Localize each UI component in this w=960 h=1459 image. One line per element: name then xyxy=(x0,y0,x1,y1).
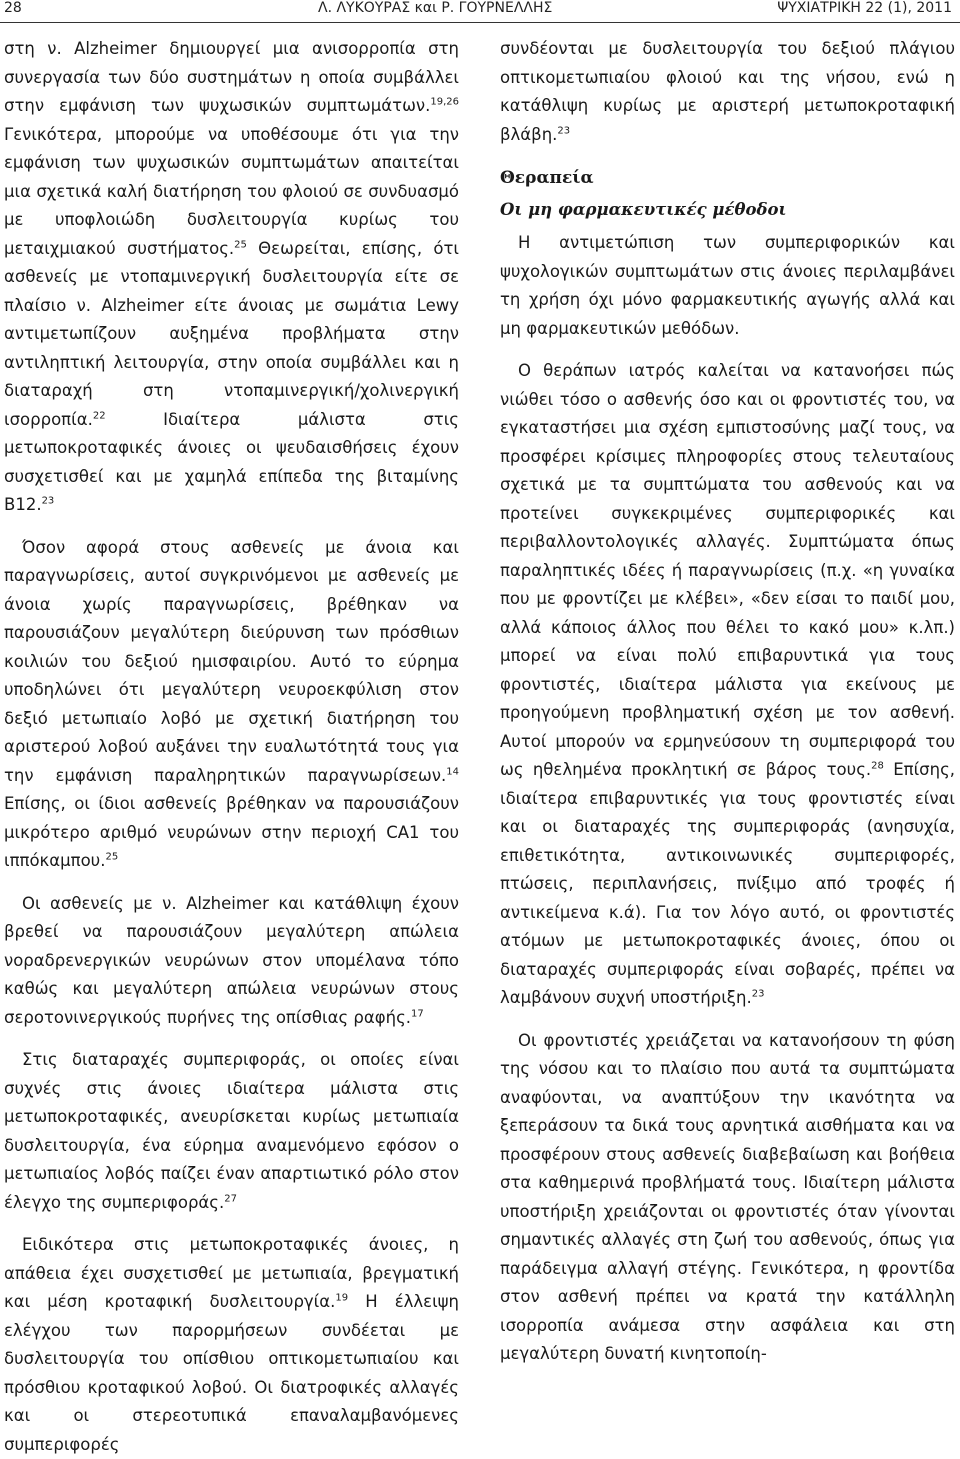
page-number: 28 xyxy=(4,0,22,16)
citation: 22 xyxy=(92,410,106,421)
citation: 23 xyxy=(557,125,571,136)
citation: 14 xyxy=(446,766,459,777)
section-title: Θεραπεία xyxy=(500,168,594,188)
citation: 25 xyxy=(234,239,247,250)
paragraph xyxy=(500,229,955,343)
text-run: Οι ασθενείς με ν. Alzheimer και κατάθλιψη έχουν βρεθεί να παρουσιάζουν μεγαλύτερη απώλεια νοραδρενεργικών νευρώνων στον υπομέλανα τόπο καθώς και μεγαλύτερη απώλεια νευρώνων στους σεροτονινεργικούς πυρήνες της οπίσθιας ραφής. xyxy=(4,893,459,1027)
text-run: Ειδικότερα στις μετωποκροταφικές άνοιες, η απάθεια έχει συσχετισθεί με μετωπιαία, βρεγματική και μέση κροταφική δυσλειτουργία. xyxy=(4,1235,459,1311)
paragraph xyxy=(4,1046,459,1217)
header-journal: ΨΥΧΙΑΤΡΙΚΗ 22 (1), 2011 xyxy=(777,0,952,16)
text-run: Γενικότερα, μπορούμε να υποθέσουμε ότι για την εμφάνιση των ψυχωσικών συμπτωμάτων απαιτείται μια σχετικά καλή διατήρηση του φλοιού σε συνδυασμό με υποφλοιώδη δυσλειτουργία κυρίως του μεταιχμιακού συστήματος. xyxy=(4,124,459,258)
citation: 28 xyxy=(871,760,884,772)
text-run: Επίσης, οι ίδιοι ασθενείς βρέθηκαν να παρουσιάζουν μικρότερο αριθμό νευρώνων στην περιοχή CA1 του ιππόκαμπου. xyxy=(4,794,459,870)
paragraph xyxy=(500,1027,955,1369)
paragraph xyxy=(4,890,459,1033)
paragraph xyxy=(500,35,955,149)
text-run: Ιδιαίτερα μάλιστα στις μετωποκροταφικές άνοιες οι ψευδαισθήσεις έχουν συσχετισθεί και με χαμηλά επίπεδα της βιταμίνης Β12. xyxy=(4,409,459,514)
citation: 23 xyxy=(751,988,765,1000)
header-authors: Λ. ΛΥΚΟΥΡΑΣ και Ρ. ΓΟΥΡΝΕΛΛΗΣ xyxy=(318,0,553,16)
text-run: Όσον αφορά στους ασθενείς με άνοια και παραγνωρίσεις, αυτοί συγκρινόμενοι με ασθενείς με άνοια χωρίς παραγνωρίσεις, βρέθηκαν να παρουσιάζουν μεγαλύτερη διεύρυνση των πρόσθιων κοιλιών του δεξιού ημισφαιρίου. Αυτό το εύρημα υποδηλώνει ότι μεγαλύτερη νευροεκφύλιση στον δεξιό μετωπιαίο λοβό με σχετική διατήρηση του αριστερού λοβού αυξάνει την ευαλωτότητά τους για την εμφάνιση παραληρητικών παραγνωρίσεων. xyxy=(4,537,459,785)
right-column xyxy=(500,35,955,1369)
text-run: στη ν. Alzheimer δημιουργεί μια ανισορροπία στη συνεργασία των δύο συστημάτων η οποία συμβάλλει στην εμφάνιση των ψυχωσικών συμπτωμάτων. xyxy=(4,39,459,115)
paragraph xyxy=(4,1231,459,1459)
citation: 23 xyxy=(41,495,55,507)
text-run: Θεωρείται, επίσης, ότι ασθενείς με ντοπαμινεργική δυσλειτουργία είτε σε πλαίσιο ν. Alzheimer είτε άνοιας με σωμάτια Lewy αντιμετωπίζουν αυξημένα προβλήματα στην αντιληπτική λειτουργία, στην οποία συμβάλλει και η διαταραχή στη ντοπαμινεργική/χολινεργική ισορροπία. xyxy=(4,238,459,429)
citation: 17 xyxy=(411,1008,424,1019)
text-run: συνδέονται με δυσλειτουργία του δεξιού πλάγιου οπτικομετωπιαίου φλοιού και της νήσου, ενώ η κατάθλιψη κυρίως με αριστερή μετωποκροταφική βλάβη. xyxy=(500,39,955,144)
citation: 25 xyxy=(105,851,119,863)
text-run: Επίσης, ιδιαίτερα επιβαρυντικές για τους φροντιστές είναι και οι διαταραχές της συμπεριφοράς (ανησυχία, επιθετικότητα, αντικοινωνικές συμπεριφορές, πτώσεις, περιπλανήσεις, πνίξιμο από τροφές ή αντικείμενα κ.ά). Για τον λόγο αυτό, οι φροντιστές ατόμων με μετωποκροταφικές άνοιες, όπου οι διαταραχές συμπεριφοράς είναι σοβαρές, πρέπει να λαμβάνουν συχνή υποστήριξη. xyxy=(500,760,955,1007)
text-run: Ο θεράπων ιατρός καλείται να κατανοήσει πώς νιώθει τόσο ο ασθενής όσο και οι φροντιστές του, να εγκαταστήσει μια σχέση εμπιστοσύνης μαζί τους, να προσφέρει κρίσιμες πληροφορίες στους τελευταίους σχετικά με τα συμπτώματα του ασθενούς και να προτείνει συγκεκριμένες συμπεριφορικές και περιβαλλοντολογικές αλλαγές. Συμπτώματα όπως παραληπτικές ιδέες ή παραγνωρίσεις (π.χ. «η γυναίκα που με φροντίζει με κλέβει», «δεν είσαι το παιδί μου, αλλά κάποιος άλλος που θέλει το κακό μου» κ.λπ.) μπορεί να είναι πολύ επιβαρυντικά για τους φροντιστές, ιδιαίτερα μάλιστα για εκείνους με προηγούμενη προβληματική σχέση με τον ασθενή. Αυτοί μπορούν να ερμηνεύσουν τη συμπεριφορά του ως ηθελημένα προκλητική σε βάρος τους. xyxy=(500,361,955,779)
citation: 27 xyxy=(224,1193,237,1204)
header-rule xyxy=(0,22,960,23)
citation: 19,26 xyxy=(430,96,459,108)
running-header xyxy=(0,0,960,18)
subsection-title: Οι μη φαρμακευτικές μέθοδοι xyxy=(500,200,787,219)
citation: 19 xyxy=(335,1292,349,1304)
paragraph xyxy=(4,534,459,876)
text-run: Στις διαταραχές συμπεριφοράς, οι οποίες είναι συχνές στις άνοιες ιδιαίτερα μάλιστα στις μετωποκροταφικές, ανευρίσκεται κυρίως μετωπιαία δυσλειτουργία, ένα εύρημα αναμενόμενο εφόσον ο μετωπιαίος λοβός παίζει έναν απαρτιωτικό ρόλο στον έλεγχο της συμπεριφοράς. xyxy=(4,1050,459,1212)
paragraph xyxy=(4,35,459,520)
paragraph xyxy=(500,357,955,1013)
text-run: Οι φροντιστές χρειάζεται να κατανοήσουν τη φύση της νόσου και το πλαίσιο που αυτά τα συμπτώματα αναφύονται, να αναπτύξουν την ικανότητα να ξεπεράσουν τα δικά τους αρνητικά αισθήματα και να προσφέρουν στους ασθενείς διαβεβαίωση και βοήθεια στα καθημερινά προβλήματά τους. Ιδιαίτερη μάλιστα υποστήριξη χρειάζονται οι φροντιστές όταν γίνονται σημαντικές αλλαγές στη ζωή του ασθενούς, όπως για παράδειγμα αλλαγή στέγης. Γενικότερα, η φροντίδα στον ασθενή πρέπει να κρατά την κατάλληλη ισορροπία ανάμεσα στην ασφάλεια και στη μεγαλύτερη δυνατή κινητοποίη- xyxy=(500,1030,955,1363)
text-run: Η έλλειψη ελέγχου των παρορμήσεων συνδέεται με δυσλειτουργία του οπίσθιου οπτικομετωπιαίου και πρόσθιου κροταφικού λοβού. Οι διατροφικές αλλαγές και οι στερεοτυπικά επαναλαμβανόμενες συμπεριφορές xyxy=(4,1292,459,1454)
text-run: Η αντιμετώπιση των συμπεριφορικών και ψυχολογικών συμπτωμάτων στις άνοιες περιλαμβάνει τη χρήση όχι μόνο φαρμακευτικής αγωγής αλλά και μη φαρμακευτικών μεθόδων. xyxy=(500,233,955,338)
left-column xyxy=(4,35,459,1459)
